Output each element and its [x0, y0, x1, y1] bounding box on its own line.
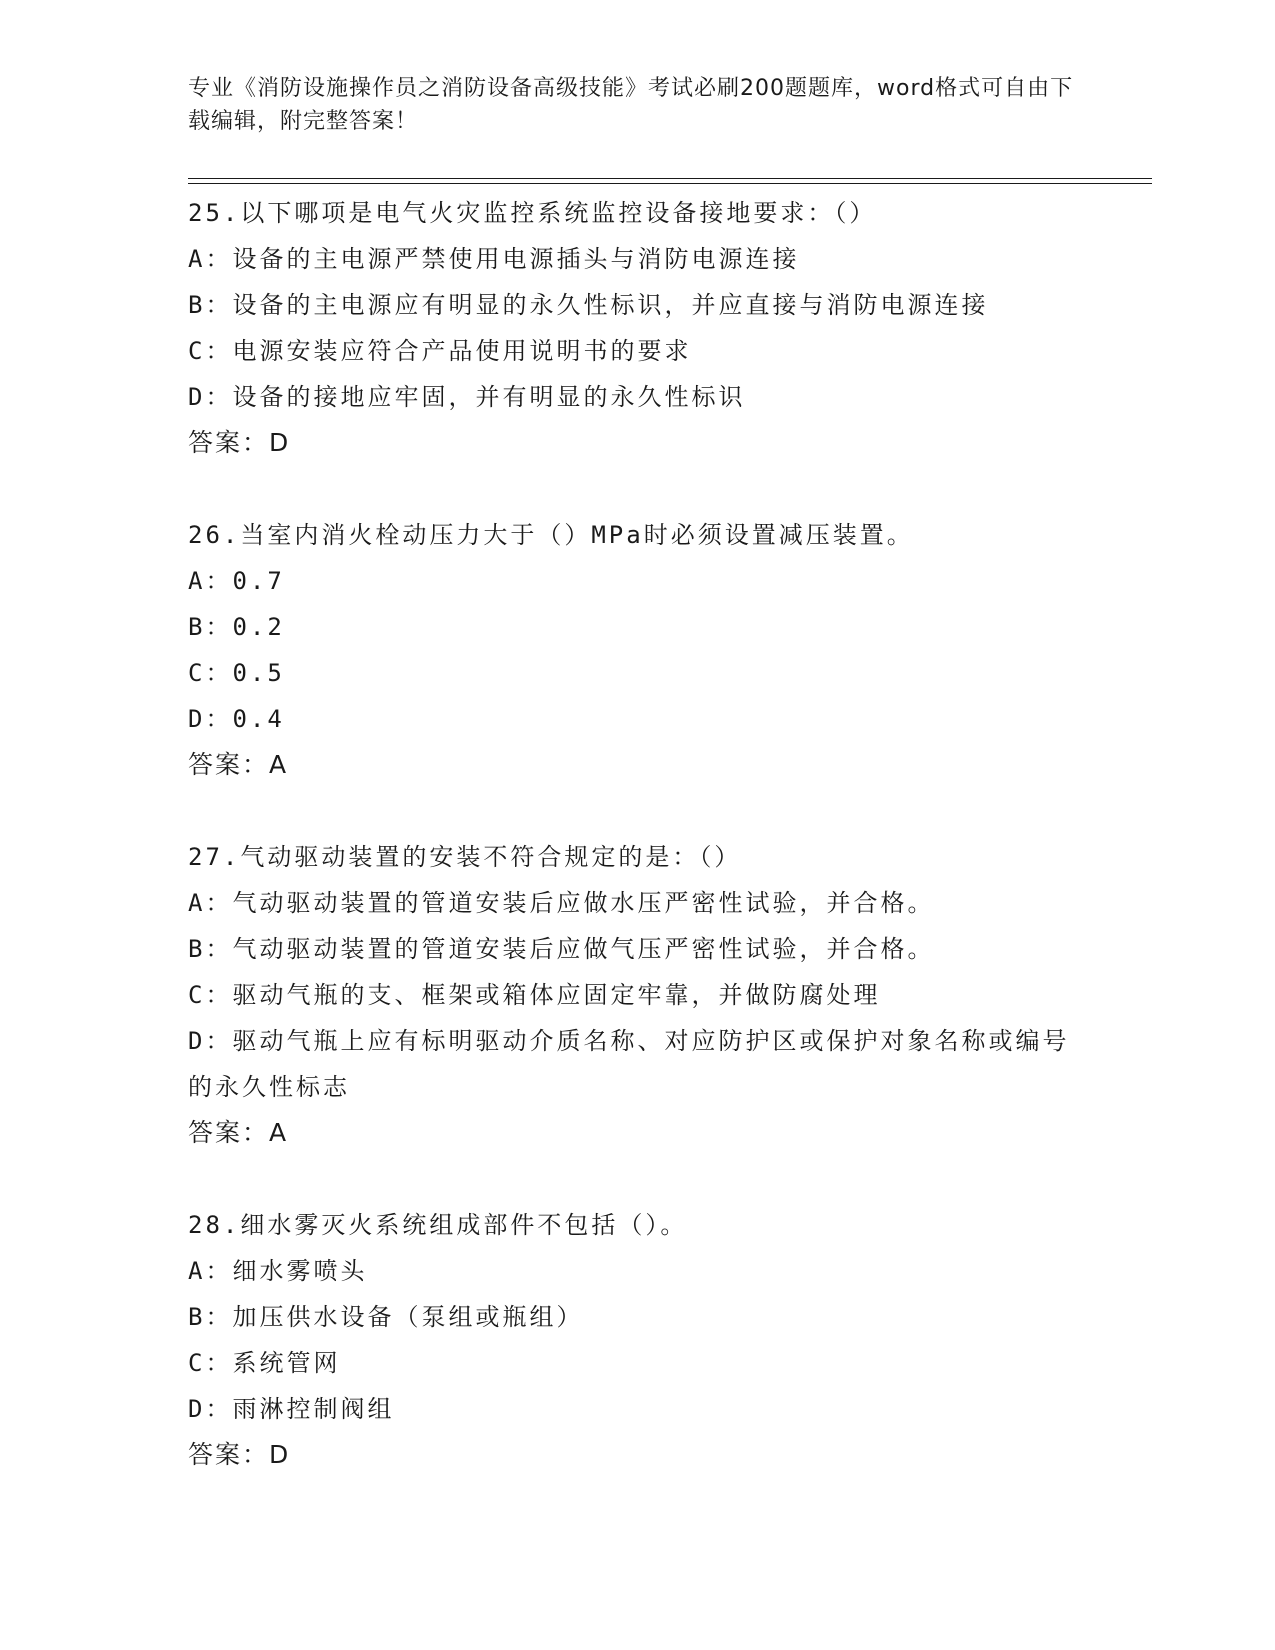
question-stem: 25.以下哪项是电气火灾监控系统监控设备接地要求：（）	[188, 199, 877, 227]
answer: 答案：A	[188, 750, 289, 779]
question-stem: 26.当室内消火栓动压力大于（）MPa时必须设置减压装置。	[188, 521, 914, 549]
question-stem: 27.气动驱动装置的安装不符合规定的是：（）	[188, 843, 742, 871]
option-b: B：气动驱动装置的管道安装后应做气压严密性试验，并合格。	[188, 935, 935, 963]
answer: 答案：A	[188, 1118, 289, 1147]
option-c: C：系统管网	[188, 1349, 341, 1377]
header-rule-top	[188, 178, 1152, 179]
option-d: D：驱动气瓶上应有标明驱动介质名称、对应防护区或保护对象名称或编号的永久性标志	[188, 1027, 1070, 1101]
option-a: A：设备的主电源严禁使用电源插头与消防电源连接	[188, 245, 800, 273]
option-a: A：细水雾喷头	[188, 1257, 368, 1285]
option-a: A：气动驱动装置的管道安装后应做水压严密性试验，并合格。	[188, 889, 935, 917]
option-c: C：电源安装应符合产品使用说明书的要求	[188, 337, 692, 365]
option-b: B：0.2	[188, 613, 285, 641]
question-28	[188, 1202, 1128, 1478]
option-d: D：雨淋控制阀组	[188, 1395, 395, 1423]
option-d: D：设备的接地应牢固，并有明显的永久性标识	[188, 383, 746, 411]
question-26	[188, 512, 1128, 788]
option-b: B：加压供水设备（泵组或瓶组）	[188, 1303, 584, 1331]
question-27	[188, 834, 1128, 1156]
option-d: D：0.4	[188, 705, 285, 733]
document-header: 专业《消防设施操作员之消防设备高级技能》考试必刷200题题库，word格式可自由下载编辑，附完整答案！	[188, 76, 1074, 134]
answer: 答案：D	[188, 428, 291, 457]
question-25	[188, 190, 1128, 466]
option-a: A：0.7	[188, 567, 285, 595]
question-list	[188, 190, 1128, 1478]
header-rule-bottom	[188, 183, 1152, 184]
question-stem: 28.细水雾灭火系统组成部件不包括（）。	[188, 1211, 688, 1239]
option-c: C：驱动气瓶的支、框架或箱体应固定牢靠，并做防腐处理	[188, 981, 881, 1009]
answer: 答案：D	[188, 1440, 291, 1469]
option-c: C：0.5	[188, 659, 285, 687]
option-b: B：设备的主电源应有明显的永久性标识，并应直接与消防电源连接	[188, 291, 989, 319]
